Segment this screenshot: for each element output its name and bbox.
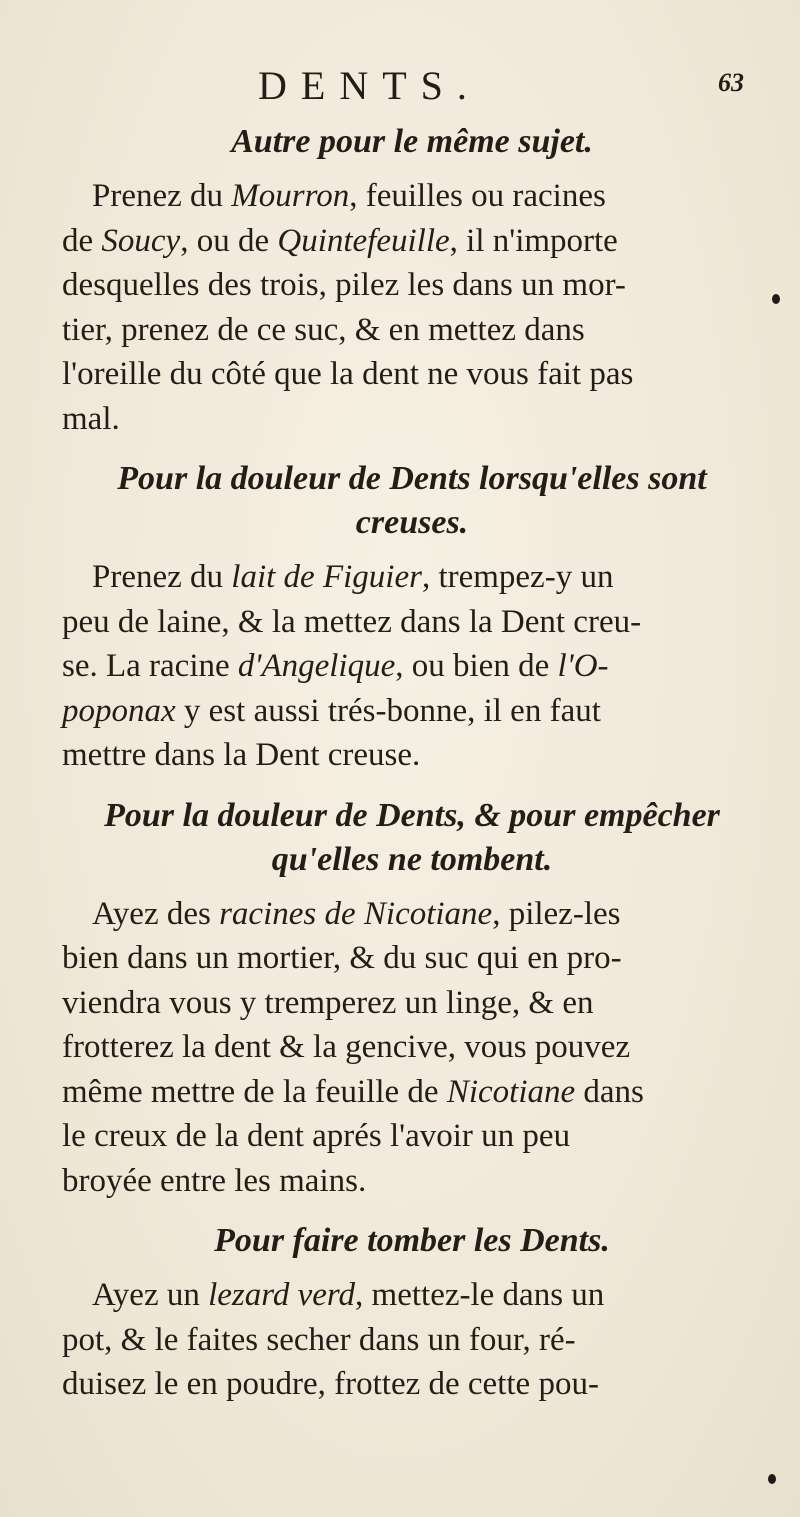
section-heading <box>62 1219 762 1263</box>
text-line <box>62 308 762 353</box>
recipe-paragraph <box>62 1273 762 1407</box>
text-run: Ayez un <box>92 1277 209 1313</box>
text-line <box>62 1362 762 1407</box>
text-line <box>62 1114 762 1159</box>
text-run: viendra vous y tremperez un linge, & en <box>62 984 594 1021</box>
italic-term: lait de Figuier <box>231 559 422 595</box>
text-line <box>62 981 762 1026</box>
heading-line: creuses. <box>355 504 469 541</box>
text-run: , pilez-les <box>492 895 621 932</box>
text-line <box>62 1070 762 1115</box>
ink-speck <box>772 294 780 304</box>
running-head-title: DENTS. <box>258 63 481 108</box>
italic-term: Nicotiane <box>446 1073 576 1110</box>
text-run: Prenez du <box>92 559 232 595</box>
recipe-paragraph <box>62 892 762 1204</box>
text-run: peu de laine, & la mettez dans la Dent creu- <box>62 603 642 640</box>
text-run: broyée entre les mains. <box>62 1162 367 1199</box>
text-run: , feuilles ou racines <box>349 178 606 214</box>
text-run: , trempez-y un <box>421 559 614 595</box>
section-heading <box>62 120 762 164</box>
section-heading <box>62 794 762 882</box>
ink-speck <box>768 1474 776 1484</box>
text-run: desquelles des trois, pilez les dans un mor- <box>62 267 626 303</box>
text-run: mettre dans la Dent creuse. <box>62 737 421 773</box>
text-line <box>62 936 762 981</box>
text-line <box>62 1318 762 1363</box>
text-line <box>62 555 762 600</box>
text-run: mal. <box>62 400 120 437</box>
heading-line: Pour faire tomber les Dents. <box>214 1222 610 1259</box>
text-run: l'oreille du côté que la dent ne vous fait pas <box>62 356 634 392</box>
text-run: tier, prenez de ce suc, & en mettez dans <box>62 311 585 348</box>
heading-line: Autre pour le même sujet. <box>231 123 593 160</box>
italic-term: Mourron <box>231 178 350 214</box>
heading-line: qu'elles ne tombent. <box>271 840 553 878</box>
running-head <box>0 62 800 112</box>
text-line <box>62 1159 762 1204</box>
recipe-paragraph <box>62 555 762 778</box>
text-run: , mettez-le dans un <box>355 1277 605 1313</box>
heading-line: Pour la douleur de Dents lorsqu'elles sont <box>117 460 707 497</box>
text-line <box>62 352 762 397</box>
text-run: le creux de la dent aprés l'avoir un peu <box>62 1118 571 1154</box>
text-line <box>62 1273 762 1318</box>
italic-term: lezard verd <box>208 1277 356 1313</box>
text-line <box>62 1025 762 1070</box>
italic-term: poponax <box>62 692 176 729</box>
text-run: , il n'importe <box>449 222 618 259</box>
text-line <box>62 644 762 689</box>
page-number: 63 <box>718 68 744 97</box>
text-line <box>62 600 762 645</box>
recipe-paragraph <box>62 174 762 441</box>
text-run: de <box>62 222 102 259</box>
text-line <box>62 174 762 219</box>
text-run: Ayez des <box>92 895 220 932</box>
text-run: frotterez la dent & la gencive, vous pouvez <box>62 1029 631 1065</box>
text-line <box>62 263 762 308</box>
text-line <box>62 733 762 778</box>
italic-term: racines de Nicotiane <box>219 895 493 932</box>
italic-term: Quintefeuille <box>277 222 450 259</box>
italic-term: Soucy <box>101 222 181 259</box>
text-run: dans <box>575 1073 644 1110</box>
italic-term: d'Angelique <box>237 648 396 684</box>
text-run: se. La racine <box>62 648 238 684</box>
page-body <box>62 120 762 1423</box>
text-line <box>62 689 762 734</box>
text-run: Prenez du <box>92 178 232 214</box>
text-run: duisez le en poudre, frottez de cette pou- <box>62 1366 599 1402</box>
text-line <box>62 397 762 442</box>
text-run: y est aussi trés-bonne, il en faut <box>175 692 601 729</box>
text-run: même mettre de la feuille de <box>62 1073 447 1110</box>
heading-line: Pour la douleur de Dents, & pour empêcher <box>104 796 720 834</box>
text-run: , ou de <box>180 222 278 259</box>
text-run: bien dans un mortier, & du suc qui en pro- <box>62 940 622 976</box>
text-run: pot, & le faites secher dans un four, ré- <box>62 1321 576 1358</box>
text-line <box>62 892 762 937</box>
text-line <box>62 219 762 264</box>
text-run: , ou bien de <box>395 648 558 684</box>
section-heading <box>62 457 762 545</box>
italic-term: l'O- <box>557 648 609 684</box>
